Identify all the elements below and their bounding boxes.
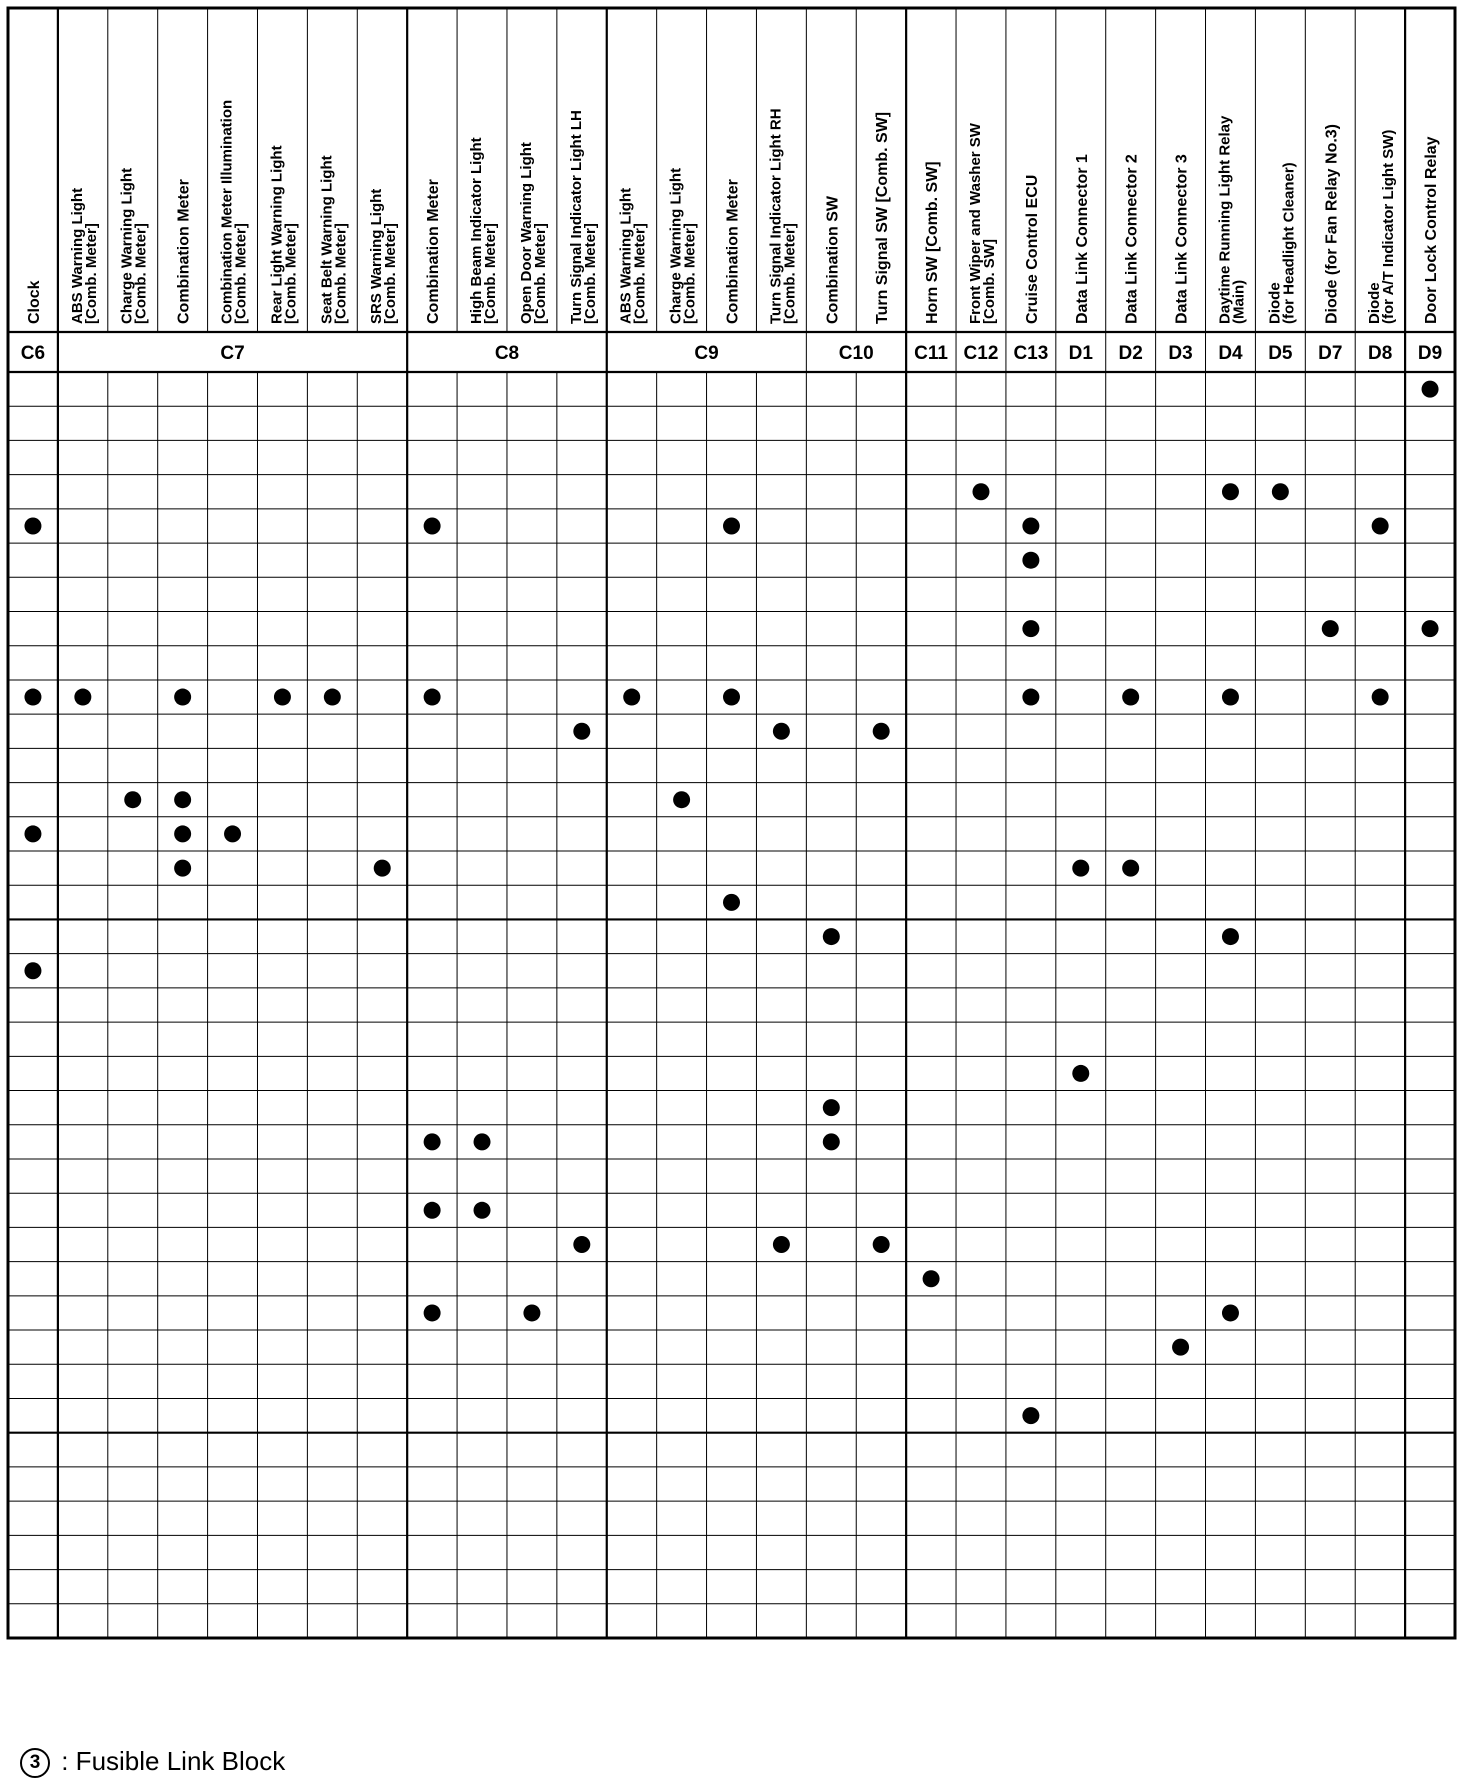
column-header-text: [Comb. Meter]: [482, 223, 500, 324]
column-header: [219, 100, 250, 324]
connection-dot: [424, 1133, 441, 1150]
connection-dot: [573, 1236, 590, 1253]
connection-dot: [24, 962, 41, 979]
column-header-text: [Comb. Meter]: [282, 223, 300, 324]
connection-dot: [1422, 381, 1439, 398]
connection-dot: [823, 1099, 840, 1116]
connector-code: C10: [838, 343, 874, 364]
column-header-text: (for A/T Indicator Light SW): [1380, 129, 1398, 324]
column-header: [924, 161, 941, 324]
connector-code: C8: [494, 343, 520, 364]
connection-dot: [623, 689, 640, 706]
column-header: [1074, 154, 1091, 324]
connector-code: C13: [1013, 343, 1049, 364]
connection-dot: [673, 791, 690, 808]
connector-code: D4: [1218, 343, 1243, 364]
column-header-text: Charge Warning Light: [667, 167, 685, 324]
column-header-text: Charge Warning Light: [118, 167, 136, 324]
column-header: [1174, 154, 1191, 324]
column-header-text: Door Lock Control Relay: [1423, 136, 1441, 324]
column-header: [767, 108, 798, 324]
connection-dot: [174, 860, 191, 877]
connection-dot: [1222, 483, 1239, 500]
column-header: [824, 195, 841, 324]
column-header-text: [Comb. Meter]: [781, 223, 799, 324]
connection-dot: [823, 1133, 840, 1150]
connection-dot: [424, 1202, 441, 1219]
connector-code: D2: [1118, 343, 1143, 364]
column-header-text: Turn Signal Indicator Light LH: [567, 110, 585, 324]
column-header-text: [Comb. Meter]: [681, 223, 699, 324]
connection-dot: [124, 791, 141, 808]
connection-dot: [474, 1133, 491, 1150]
connection-dot: [1372, 689, 1389, 706]
connector-code: C6: [20, 343, 46, 364]
connection-dot: [1022, 552, 1039, 569]
connection-dot: [24, 517, 41, 534]
column-header-text: Diode (for Fan Relay No.3): [1323, 123, 1341, 324]
connection-dot: [923, 1270, 940, 1287]
column-header-text: (for Headlight Cleaner): [1280, 162, 1298, 324]
connection-dot: [174, 791, 191, 808]
connection-dot: [972, 483, 989, 500]
connection-dot: [1072, 1065, 1089, 1082]
column-header-text: Clock: [25, 280, 43, 324]
column-header-text: [Comb. Meter]: [82, 223, 100, 324]
column-header-text: [Comb. Meter]: [581, 223, 599, 324]
connection-dot: [324, 689, 341, 706]
column-header: [176, 179, 193, 324]
connection-dot: [1222, 928, 1239, 945]
connection-dot: [424, 689, 441, 706]
column-header: [1266, 162, 1297, 324]
connection-dot: [24, 825, 41, 842]
column-header-text: High Beam Indicator Light: [468, 137, 486, 324]
connection-dot: [474, 1202, 491, 1219]
fusible-link-symbol: 3: [20, 1748, 50, 1778]
column-header-text: Data Link Connector 3: [1173, 154, 1191, 324]
column-header-text: Rear Light Warning Light: [268, 145, 286, 324]
connection-dot: [24, 689, 41, 706]
column-header-text: Data Link Connector 2: [1123, 154, 1141, 324]
connector-code: C12: [963, 343, 999, 364]
connection-dot: [1072, 860, 1089, 877]
column-header-text: Data Link Connector 1: [1073, 154, 1091, 324]
column-header-text: [Comb. Meter]: [132, 223, 150, 324]
connector-code: C11: [914, 343, 948, 364]
column-header: [1423, 136, 1440, 324]
column-header-text: SRS Warning Light: [368, 188, 386, 324]
connection-dot: [523, 1304, 540, 1321]
connection-dot: [174, 825, 191, 842]
column-header: [1124, 154, 1141, 324]
column-header-text: [Comb. Meter]: [531, 223, 549, 324]
column-header: [26, 280, 43, 324]
connection-dot: [424, 1304, 441, 1321]
connection-dot: [274, 689, 291, 706]
column-header-text: [Comb. Meter]: [382, 223, 400, 324]
connector-code: D5: [1268, 343, 1293, 364]
legend-footer: [20, 1746, 285, 1778]
column-header-text: Combination Meter: [425, 179, 443, 324]
connection-dot: [873, 723, 890, 740]
column-header-text: Diode: [1266, 282, 1284, 324]
column-header-text: [Comb. Meter]: [232, 223, 250, 324]
column-header: [468, 137, 499, 324]
column-header: [725, 179, 742, 324]
connection-dot: [1172, 1339, 1189, 1356]
legend-text: : Fusible Link Block: [61, 1746, 286, 1776]
connection-dot: [1222, 1304, 1239, 1321]
connection-dot: [174, 689, 191, 706]
connection-dot: [723, 689, 740, 706]
connection-dot: [573, 723, 590, 740]
column-header-text: Seat Belt Warning Light: [318, 155, 336, 324]
connection-dot: [823, 928, 840, 945]
column-header: [1216, 115, 1247, 324]
column-header-text: Horn SW [Comb. SW]: [924, 161, 942, 324]
column-header: [668, 168, 699, 324]
connection-dot: [1222, 689, 1239, 706]
connection-dot: [1322, 620, 1339, 637]
column-header: [518, 142, 549, 324]
column-header-text: Open Door Warning Light: [517, 142, 535, 324]
column-header: [318, 155, 349, 324]
connection-dot: [1022, 1407, 1039, 1424]
connection-dot: [723, 894, 740, 911]
connector-code: D8: [1368, 343, 1393, 364]
connection-dot: [1122, 860, 1139, 877]
connection-dot: [224, 825, 241, 842]
column-header-text: (Main): [1230, 279, 1248, 324]
column-header-text: Turn Signal SW [Comb. SW]: [874, 111, 892, 324]
column-header-text: Cruise Control ECU: [1023, 174, 1041, 324]
connector-code: C7: [220, 343, 245, 364]
connection-dot: [1272, 483, 1289, 500]
column-header-text: Front Wiper and Washer SW: [966, 123, 984, 324]
column-header-text: Combination SW: [824, 196, 842, 324]
column-header: [268, 145, 299, 324]
column-header: [368, 189, 399, 324]
column-header-text: [Comb. Meter]: [332, 223, 350, 324]
column-header-text: [Comb. SW]: [980, 239, 998, 324]
column-header-text: ABS Warning Light: [68, 187, 86, 324]
column-header-text: ABS Warning Light: [617, 187, 635, 324]
connection-dot: [74, 689, 91, 706]
connection-dot: [873, 1236, 890, 1253]
column-header: [1024, 175, 1041, 324]
connection-dot: [1422, 620, 1439, 637]
column-header-text: Combination Meter: [175, 179, 193, 324]
connection-dot: [424, 517, 441, 534]
connector-code: D3: [1168, 343, 1193, 364]
connector-code: D9: [1417, 343, 1443, 364]
column-header: [119, 168, 150, 324]
connection-dot: [1022, 517, 1039, 534]
column-header-text: Combination Meter Illumination: [218, 99, 236, 324]
column-header: [1323, 124, 1340, 324]
connection-dot: [1372, 517, 1389, 534]
connection-dot: [773, 1236, 790, 1253]
connection-dot: [773, 723, 790, 740]
column-header-text: Daytime Running Light Relay: [1216, 115, 1234, 324]
column-header: [874, 112, 891, 324]
connection-dot: [723, 517, 740, 534]
column-header: [618, 188, 649, 324]
connector-code: D1: [1068, 343, 1093, 364]
column-header-text: Diode: [1366, 282, 1384, 324]
connection-dot: [374, 860, 391, 877]
column-header-text: Combination Meter: [724, 179, 742, 324]
column-header: [1366, 130, 1397, 324]
connector-code: C9: [694, 343, 719, 364]
connection-dot: [1022, 620, 1039, 637]
column-header-text: [Comb. Meter]: [631, 223, 649, 324]
column-header: [967, 122, 998, 324]
column-header: [568, 110, 599, 324]
connection-dot: [1022, 689, 1039, 706]
connection-dot: [1122, 689, 1139, 706]
connector-code: D7: [1318, 343, 1343, 364]
column-header-text: Turn Signal Indicator Light RH: [767, 108, 785, 324]
column-header: [425, 179, 442, 324]
column-header: [69, 188, 100, 324]
